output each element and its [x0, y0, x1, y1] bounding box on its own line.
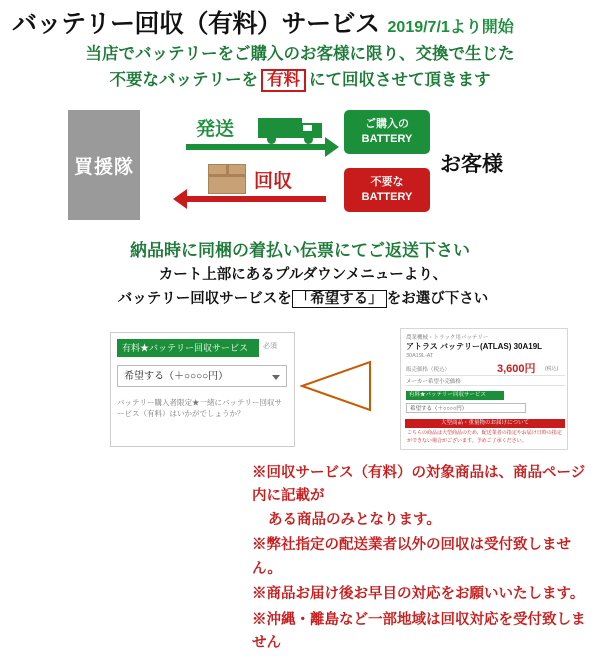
recycling-service-selected-value: 希望する（＋○○○○円）	[124, 371, 229, 382]
recycling-service-select[interactable]	[117, 365, 287, 387]
notes-list	[252, 462, 592, 658]
product-warning-text: こちらの商品は大型商品のため、配送業者の指定やお届け日時の指定ができない場合がございます。予めご了承ください。	[407, 430, 562, 444]
unneeded-battery-line2: BATTERY	[361, 191, 413, 203]
product-tax-note: (税込)	[545, 366, 559, 372]
lead-line-2-suffix: にて回収させて頂きます	[309, 70, 491, 89]
choose-option-highlight: 「希望する」	[292, 290, 387, 308]
note-line-1: ※商品お届け後お早目の対応をお願いいたします。	[252, 586, 585, 603]
note-item	[252, 609, 592, 656]
instruction-line-2-suffix: をお選び下さい	[386, 290, 489, 307]
send-label: 発送	[196, 119, 235, 140]
note-item	[252, 534, 592, 581]
product-price: 3,600円	[497, 363, 536, 375]
lead-line-1: 当店でバッテリーをご購入のお客様に限り、交換で生じた	[85, 45, 515, 63]
unneeded-battery-line1: 不要な	[370, 176, 404, 189]
header-start-date: 2019/7/1より開始	[387, 19, 514, 36]
instruction-line-2	[88, 288, 518, 312]
header	[0, 4, 600, 38]
purchased-battery-line1: ご購入の	[365, 118, 409, 131]
purchased-battery-line2: BATTERY	[361, 133, 413, 145]
product-category: 農業機械・トラック用バッテリー	[406, 335, 489, 341]
product-price-label: 販売価格（税込）	[406, 367, 451, 373]
truck-icon	[258, 114, 328, 144]
note-line-1: ※沖縄・離島など一部地域は回収対応を受付致しません	[252, 611, 586, 652]
send-arrow-icon	[186, 144, 326, 150]
product-code: 30A19L-AT	[406, 353, 434, 359]
note-item	[252, 462, 592, 532]
return-arrow-icon	[186, 196, 326, 202]
flow-diagram	[0, 108, 600, 233]
shop-box	[68, 110, 140, 220]
note-line-2: ある商品のみとなります。	[268, 511, 441, 528]
parcel-box-icon	[208, 164, 246, 194]
note-line-1: ※回収サービス（有料）の対象商品は、商品ページ内に記載が	[252, 465, 586, 505]
product-warning-band: 大型商品・重量物のお届けについて	[405, 419, 565, 428]
unneeded-battery-card	[344, 168, 430, 212]
lead-line-2	[0, 68, 600, 94]
instruction-line-2-prefix: バッテリー回収サービスを	[117, 290, 292, 307]
note-item	[252, 583, 592, 606]
product-name: アトラス バッテリー(ATLAS) 30A19L	[406, 342, 543, 351]
pulldown-note: バッテリー購入者限定★一緒にバッテリー回収サービス（有料）はいかがでしょうか？	[117, 398, 282, 419]
lead-line-2-prefix: 不要なバッテリーを	[109, 70, 258, 89]
pulldown-title: 有料★バッテリー回収サービス	[117, 339, 259, 357]
chevron-down-icon	[272, 375, 280, 380]
callout-arrow-icon	[300, 356, 386, 416]
product-row-msrp: メーカー希望小売価格	[406, 379, 461, 385]
product-option-title: 有料★バッテリー回収サービス	[406, 391, 504, 400]
customer-label: お客様	[440, 153, 503, 176]
purchased-battery-card	[344, 110, 430, 154]
product-page-screenshot	[400, 328, 568, 450]
divider	[405, 375, 565, 376]
note-line-1: ※弊社指定の配送業者以外の回収は受付致しません。	[252, 537, 571, 577]
pulldown-required-badge: 必須	[263, 343, 277, 350]
instruction-text	[88, 264, 518, 312]
divider	[405, 385, 565, 386]
return-slip-note: 納品時に同梱の着払い伝票にてご返送下さい	[130, 241, 470, 260]
return-label: 回収	[254, 171, 293, 192]
pulldown-screenshot	[110, 332, 295, 447]
instruction-line-1: カート上部にあるプルダウンメニューより、	[158, 267, 448, 283]
product-option-select[interactable]: 希望する（＋○○○○円）	[406, 403, 526, 413]
paid-highlight: 有料	[261, 69, 306, 92]
lead-text	[0, 42, 600, 93]
page-title: バッテリー回収（有料）サービス	[12, 10, 380, 38]
shop-label: 買援隊	[73, 156, 134, 178]
